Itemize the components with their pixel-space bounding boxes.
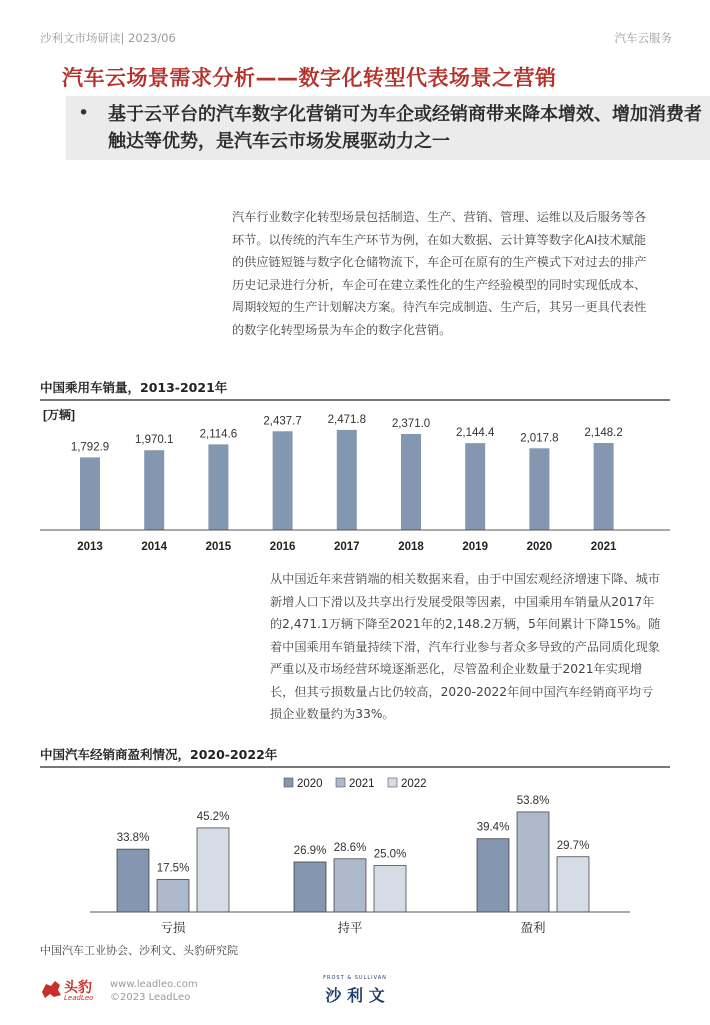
sales-value-label: 2,471.8 [327,413,366,426]
sales-bar-2014 [144,450,164,530]
leopard-icon [40,978,62,1000]
sales-value-label: 2,017.8 [520,432,559,445]
legend-label-2020: 2020 [297,778,323,790]
sales-year-label: 2015 [205,541,232,553]
profit-bar-2022 [374,866,406,913]
legend-label-2022: 2022 [401,778,427,790]
sales-bar-2013 [80,457,100,530]
sales-value-label: 2,437.7 [263,415,302,428]
profit-bar-chart [40,770,670,940]
legend-label-2021: 2021 [349,778,375,790]
sales-year-label: 2020 [526,541,553,553]
profit-bar-2022 [557,857,589,912]
profit-category-label: 亏损 [160,921,186,935]
sales-year-label: 2019 [462,541,488,553]
sales-year-label: 2014 [141,541,167,553]
chart2-legend [284,778,427,790]
chart1-title-rule [40,399,670,401]
chart2-title-rule [40,766,670,768]
analysis-paragraph: 从中国近年来营销端的相关数据来看，由于中国宏观经济增速下降、城市新增人口下滑以及共享出行发展受限等因素，中国乘用车销量从2017年的2,471.1万辆下降至2021年的2,148.2万辆，5年间累计下降15%。随着中国乘用车销量持续下滑，汽车行业参与者众多导致的产品同质化现象严重以及市场经营环境逐渐恶化，尽管盈利企业数量于2021年实现增长，但其亏损数量占比仍较高，2020-2022年间中国汽车经销商平均亏损企业数量约为33%。 [270,572,661,721]
sales-value-label: 2,371.0 [391,417,431,430]
sales-bar-2016 [273,431,293,530]
profit-bar-2021 [334,859,366,912]
profit-value-label: 25.0% [373,848,407,861]
sales-bar-2015 [208,444,228,530]
header-left: 沙利文市场研读| 2023/06 [40,31,176,45]
sales-value-label: 2,148.2 [584,426,623,439]
sales-bar-2019 [465,443,485,530]
profit-value-label: 33.8% [116,832,150,845]
profit-value-label: 53.8% [516,794,550,807]
sales-bar-chart [40,403,670,558]
sales-bar-2020 [529,448,549,530]
profit-bar-2021 [157,879,189,912]
profit-bar-2022 [197,828,229,912]
legend-swatch-2021 [336,778,345,787]
profit-bar-2020 [477,839,509,912]
profit-category-label: 盈利 [520,921,546,935]
sales-bar-2018 [401,434,421,530]
summary-text: 基于云平台的汽车数字化营销可为车企或经销商带来降本增效、增加消费者触达等优势，是汽车云市场发展驱动力之一 [108,104,702,152]
profit-bar-2021 [517,812,549,912]
sales-value-label: 1,792.9 [70,441,110,454]
profit-value-label: 28.6% [333,841,367,854]
profit-category-label: 持平 [337,921,363,935]
profit-bar-2020 [294,862,326,912]
sales-year-label: 2018 [398,541,424,553]
profit-value-label: 26.9% [293,844,327,857]
sales-bar-2017 [337,430,357,530]
sales-value-label: 2,114.6 [199,428,238,441]
footer-url[interactable]: www.leadleo.com [110,979,198,990]
footer-copyright: ©2023 LeadLeo [110,992,191,1003]
page-title: 汽车云场景需求分析——数字化转型代表场景之营销 [62,66,557,90]
profit-value-label: 39.4% [476,821,510,834]
legend-swatch-2020 [284,778,293,787]
profit-value-label: 17.5% [156,862,190,875]
frost-sullivan-logo: FROST & SULLIVAN 沙 利 文 [323,975,387,1005]
profit-bar-2020 [117,849,149,912]
leadleo-logo: 头豹 LeadLeo [40,977,106,1003]
source-note: 中国汽车工业协会、沙利文、头豹研究院 [40,944,238,957]
sales-year-label: 2013 [77,541,103,553]
profit-value-label: 45.2% [196,810,230,823]
profit-value-label: 29.7% [556,839,590,852]
legend-swatch-2022 [388,778,397,787]
sales-year-label: 2021 [590,541,617,553]
chart2-title: 中国汽车经销商盈利情况，2020-2022年 [40,747,278,762]
chart1-unit-label: [万辆] [43,408,75,422]
intro-paragraph: 汽车行业数字化转型场景包括制造、生产、营销、管理、运维以及后服务等各环节。以传统的汽车生产环节为例，在如大数据、云计算等数字化AI技术赋能的供应链短链与数字化仓储物流下，车企可在原有的生产模式下对过去的排产历史记录进行分析，车企可在建立柔性化的生产经验模型的同时实现低成本、周期较短的生产计划解决方案。待汽车完成制造、生产后，其另一更具代表性的数字化转型场景为车企的数字化营销。 [232,210,647,337]
sales-year-label: 2016 [269,541,296,553]
sales-value-label: 1,970.1 [135,434,174,447]
chart1-title: 中国乘用车销量，2013-2021年 [40,380,228,395]
bullet-icon: • [78,102,90,124]
header-right: 汽车云服务 [614,31,672,45]
sales-value-label: 2,144.4 [456,427,495,440]
sales-bar-2021 [594,443,614,530]
summary-banner [66,96,710,160]
sales-year-label: 2017 [334,541,360,553]
